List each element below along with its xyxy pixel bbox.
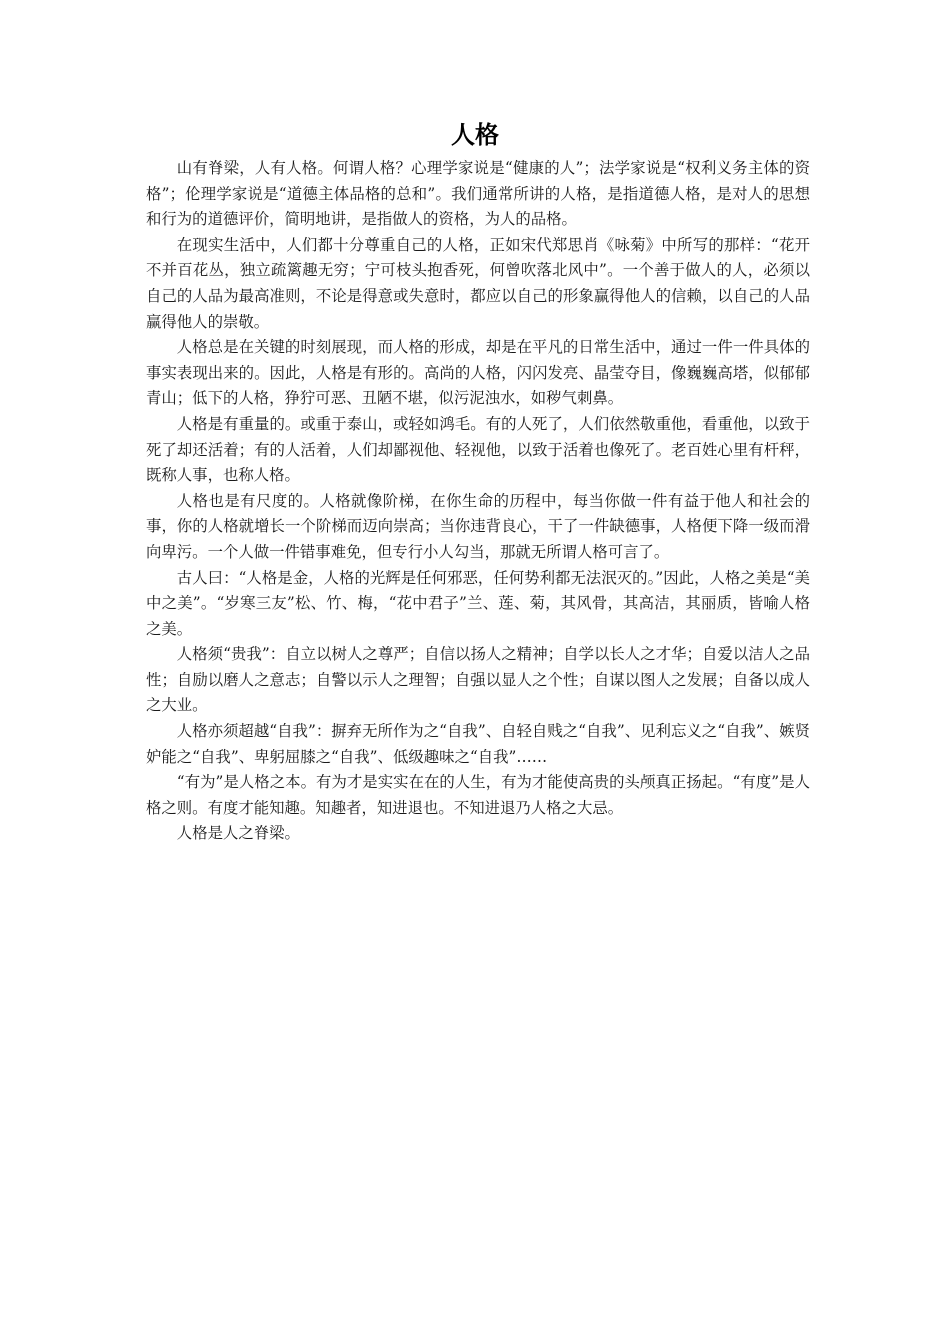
paragraph: 山有脊梁，人有人格。何谓人格？心理学家说是“健康的人”；法学家说是“权利义务主体的资格”；伦理学家说是“道德主体品格的总和”。我们通常所讲的人格，是指道德人格，是对人的思想和行为的道德评价，简明地讲，是指做人的资格，为人的品格。 <box>146 159 810 229</box>
paragraph: 人格是人之脊梁。 <box>176 824 300 843</box>
paragraph: 人格也是有尺度的。人格就像阶梯，在你生命的历程中，每当你做一件有益于他人和社会的事，你的人格就增长一个阶梯而迈向崇高；当你违背良心，干了一件缺德事，人格便下降一级而滑向卑污。一个人做一件错事难免，但专行小人勾当，那就无所谓人格可言了。 <box>146 491 810 561</box>
paragraph: 人格是有重量的。或重于泰山，或轻如鸿毛。有的人死了，人们依然敬重他，看重他，以致于死了却还活着；有的人活着，人们却鄙视他、轻视他，以致于活着也像死了。老百姓心里有杆秤，既称人事，也称人格。 <box>146 414 810 485</box>
paragraph: 在现实生活中，人们都十分尊重自己的人格，正如宋代郑思肖《咏菊》中所写的那样：“花开不并百花丛，独立疏篱趣无穷；宁可枝头抱香死，何曾吹落北风中”。一个善于做人的人，必须以自己的人品为最高准则，不论是得意或失意时，都应以自己的形象赢得他人的信赖，以自己的人品赢得他人的崇敬。 <box>146 235 810 331</box>
paragraph: “有为”是人格之本。有为才是实实在在的人生，有为才能使高贵的头颅真正扬起。“有度”是人格之则。有度才能知趣。知趣者，知进退也。不知进退乃人格之大忌。 <box>146 773 810 817</box>
document-title: 人格 <box>451 121 499 149</box>
paragraph: 人格须“贵我”：自立以树人之尊严；自信以扬人之精神；自学以长人之才华；自爱以洁人之品性；自励以磨人之意志；自警以示人之理智；自强以显人之个性；自谋以图人之发展；自备以成人之大业。 <box>146 645 810 715</box>
document-body <box>146 156 810 847</box>
paragraph: 人格总是在关键的时刻展现，而人格的形成，却是在平凡的日常生活中，通过一件一件具体的事实表现出来的。因此，人格是有形的。高尚的人格，闪闪发亮、晶莹夺目，像巍巍高塔，似郁郁青山；低下的人格，狰狞可恶、丑陋不堪，似污泥浊水，如秽气刺鼻。 <box>146 338 810 408</box>
paragraph: 人格亦须超越“自我”：摒弃无所作为之“自我”、自轻自贱之“自我”、见利忘义之“自我”、嫉贤妒能之“自我”、卑躬屈膝之“自我”、低级趣味之“自我”…… <box>146 722 810 766</box>
paragraph: 古人曰：“人格是金，人格的光辉是任何邪恶，任何势利都无法泯灭的。”因此，人格之美是“美中之美”。“岁寒三友”松、竹、梅，“花中君子”兰、莲、菊，其风骨，其高洁，其丽质，皆喻人格之美。 <box>146 568 810 638</box>
